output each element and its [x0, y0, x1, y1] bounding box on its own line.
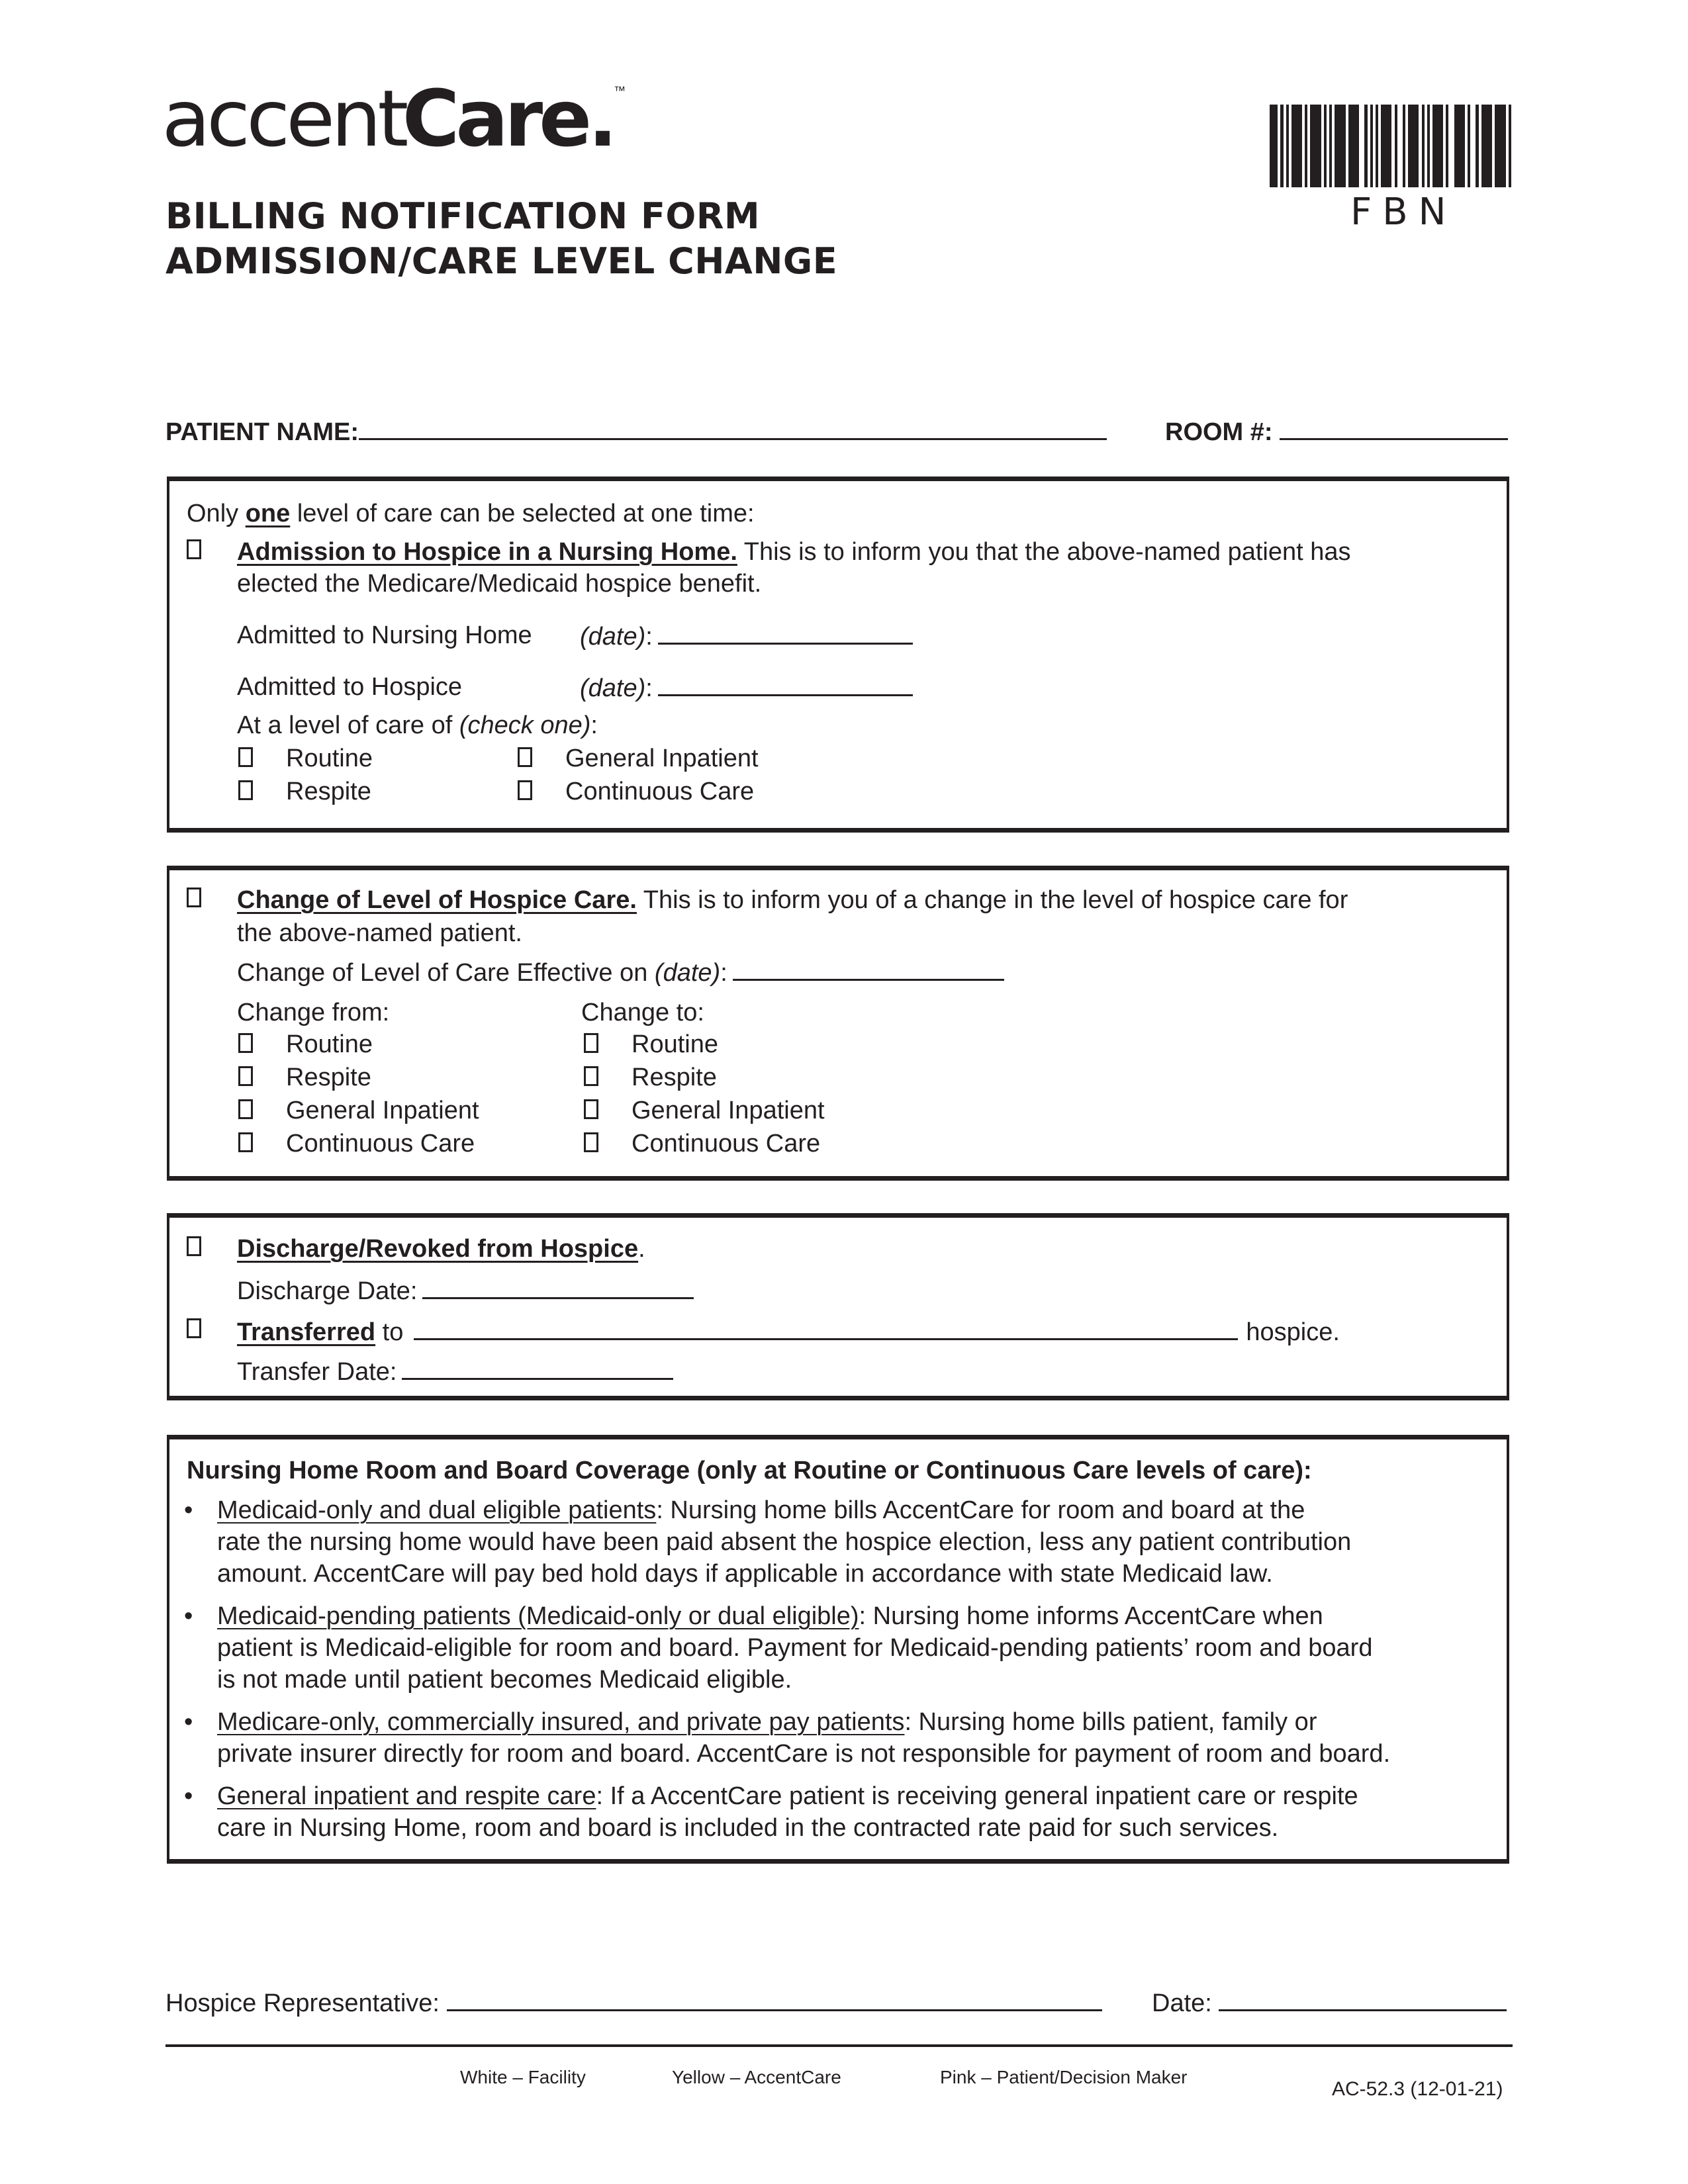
barcode-bar [1310, 105, 1321, 187]
hospice-date-field[interactable] [658, 674, 913, 696]
admission-routine-label: Routine [286, 745, 373, 772]
level-suffix: : [590, 711, 598, 739]
admission-continuous-care-label: Continuous Care [565, 778, 755, 805]
transferred-checkbox[interactable] [187, 1318, 201, 1338]
barcode-bar [1381, 105, 1391, 187]
transfer-date-label: Transfer Date: [237, 1358, 397, 1386]
from-routine-checkbox[interactable] [238, 1033, 253, 1053]
coverage-item-2-line-3: is not made until patient becomes Medicaid eligible. [217, 1666, 792, 1694]
discharge-date-field[interactable] [422, 1277, 694, 1299]
bullet-icon: • [184, 1782, 193, 1810]
coverage-item-4-text: : If a AccentCare patient is receiving general inpatient care or respite [596, 1782, 1358, 1810]
admission-section [167, 477, 1509, 833]
from-respite-checkbox[interactable] [238, 1066, 253, 1086]
barcode-bar [1470, 105, 1476, 187]
accentcare-logo [162, 73, 626, 164]
change-title: Change of Level of Hospice Care. [237, 886, 637, 914]
discharge-title-line [237, 1236, 645, 1261]
to-routine-label: Routine [632, 1030, 718, 1058]
barcode-text: FBN [1350, 191, 1457, 234]
footer-divider [165, 2044, 1513, 2047]
hospice-rep-label: Hospice Representative: [165, 1989, 440, 2017]
to-continuous-care-checkbox[interactable] [584, 1132, 598, 1152]
patient-info-row [165, 416, 1513, 447]
barcode-bar [1335, 105, 1345, 187]
barcode-bar [1359, 105, 1364, 187]
form-code: AC-52.3 (12-01-21) [1332, 2078, 1503, 2100]
trademark-mark: ™ [614, 84, 626, 97]
change-desc-2: the above-named patient. [237, 919, 522, 947]
discharge-date-label: Discharge Date: [237, 1277, 418, 1305]
level-emphasis: (check one) [459, 711, 591, 739]
signature-date-label: Date: [1152, 1989, 1212, 2017]
date-hint: (date) [580, 623, 646, 651]
bullet-icon: • [184, 1496, 193, 1524]
copy-yellow: Yellow – AccentCare [672, 2067, 841, 2087]
to-routine-checkbox[interactable] [584, 1033, 598, 1053]
to-general-inpatient-label: General Inpatient [632, 1097, 825, 1124]
transfer-hospice-field[interactable] [414, 1318, 1238, 1340]
period: . [638, 1235, 645, 1263]
colon: : [645, 623, 653, 651]
coverage-section [167, 1435, 1509, 1864]
effective-date-row [237, 959, 1004, 985]
barcode-bar [1454, 105, 1465, 187]
from-respite-label: Respite [286, 1064, 371, 1091]
coverage-item-1-text: : Nursing home bills AccentCare for room and board at the [656, 1496, 1305, 1524]
from-continuous-care-label: Continuous Care [286, 1130, 475, 1158]
admission-title: Admission to Hospice in a Nursing Home. [237, 538, 737, 566]
room-number-field[interactable] [1280, 416, 1508, 440]
coverage-item-2-line-1 [217, 1604, 1323, 1629]
coverage-item-2-label: Medicaid-pending patients (Medicaid-only or dual eligible) [217, 1602, 859, 1630]
from-routine-label: Routine [286, 1030, 373, 1058]
admitted-hospice-date-row [580, 674, 913, 701]
nursing-home-date-field[interactable] [658, 623, 913, 645]
copy-pink: Pink – Patient/Decision Maker [940, 2067, 1188, 2087]
change-to-label: Change to: [581, 999, 704, 1026]
change-title-line [237, 887, 1348, 913]
form-title: BILLING NOTIFICATION FORM [165, 195, 761, 237]
admission-general-inpatient-label: General Inpatient [565, 745, 759, 772]
discharge-title: Discharge/Revoked from Hospice [237, 1235, 639, 1263]
instruction-suffix: level of care can be selected at one time: [290, 500, 755, 527]
barcode-bar [1481, 105, 1492, 187]
room-number-label: ROOM #: [1165, 418, 1273, 446]
coverage-item-1-label: Medicaid-only and dual eligible patients [217, 1496, 657, 1524]
barcode-bar [1509, 105, 1511, 187]
level-prefix: At a level of care of [237, 711, 459, 739]
admission-title-line [237, 539, 1351, 565]
hospice-rep-field[interactable] [447, 1988, 1102, 2011]
coverage-item-1-line-2: rate the nursing home would have been paid absent the hospice election, less any patient contribution [217, 1528, 1352, 1556]
selection-instruction [187, 501, 755, 526]
admission-respite-checkbox[interactable] [238, 780, 253, 800]
admission-respite-label: Respite [286, 778, 371, 805]
logo-light-text: accent [162, 73, 405, 164]
barcode-bar [1397, 105, 1403, 187]
coverage-item-4-line-1 [217, 1784, 1358, 1809]
from-general-inpatient-checkbox[interactable] [238, 1099, 253, 1119]
to-continuous-care-label: Continuous Care [632, 1130, 821, 1158]
signature-row [165, 1988, 1513, 2018]
admitted-nursing-home-date-row [580, 623, 913, 649]
effective-date-field[interactable] [733, 959, 1004, 981]
level-of-care-prompt [237, 713, 598, 738]
to-respite-label: Respite [632, 1064, 717, 1091]
barcode-bar [1291, 105, 1302, 187]
coverage-item-4-label: General inpatient and respite care [217, 1782, 596, 1810]
logo-bold-text: Care. [402, 73, 614, 164]
transfer-row [237, 1318, 1340, 1345]
bullet-icon: • [184, 1602, 193, 1630]
coverage-item-2-line-2: patient is Medicaid-eligible for room and board. Payment for Medicaid-pending patients’ room and board [217, 1634, 1373, 1662]
discharge-checkbox[interactable] [187, 1236, 201, 1256]
coverage-item-1-line-1 [217, 1498, 1305, 1523]
change-level-checkbox[interactable] [187, 887, 201, 907]
instruction-emphasis: one [245, 500, 291, 527]
coverage-item-3-label: Medicare-only, commercially insured, and private pay patients [217, 1708, 905, 1736]
barcode-bar [1270, 105, 1278, 187]
coverage-heading: Nursing Home Room and Board Coverage (only at Routine or Continuous Care levels of care): [187, 1457, 1312, 1484]
signature-date-field[interactable] [1219, 1988, 1507, 2011]
change-from-label: Change from: [237, 999, 390, 1026]
coverage-item-3-text: : Nursing home bills patient, family or [904, 1708, 1317, 1736]
instruction-prefix: Only [187, 500, 246, 527]
coverage-item-2-text: : Nursing home informs AccentCare when [859, 1602, 1323, 1630]
barcode-bar [1348, 105, 1359, 187]
coverage-item-3-line-2: private insurer directly for room and board. AccentCare is not responsible for payment of room and board. [217, 1740, 1391, 1768]
barcode-bar [1432, 105, 1443, 187]
barcode-bar [1495, 105, 1505, 187]
effective-label: Change of Level of Care Effective on [237, 959, 655, 987]
change-desc-1: This is to inform you of a change in the level of hospice care for [636, 886, 1348, 914]
admission-continuous-care-checkbox[interactable] [518, 780, 532, 800]
transfer-date-row [237, 1358, 673, 1385]
date-hint: (date) [654, 959, 721, 987]
form-subtitle: ADMISSION/CARE LEVEL CHANGE [165, 240, 838, 282]
copy-white: White – Facility [460, 2067, 586, 2087]
admitted-hospice-label: Admitted to Hospice [237, 673, 463, 701]
from-continuous-care-checkbox[interactable] [238, 1132, 253, 1152]
colon: : [645, 674, 653, 702]
transfer-to-text: to [375, 1318, 404, 1346]
admission-desc-2: elected the Medicare/Medicaid hospice benefit. [237, 570, 762, 598]
admission-routine-checkbox[interactable] [238, 747, 253, 767]
coverage-item-4-line-2: care in Nursing Home, room and board is included in the contracted rate paid for such services. [217, 1814, 1279, 1842]
coverage-item-3-line-1 [217, 1709, 1317, 1735]
discharge-section [167, 1213, 1509, 1400]
transfer-date-field[interactable] [402, 1358, 673, 1380]
barcode-bar [1448, 105, 1454, 187]
from-general-inpatient-label: General Inpatient [286, 1097, 479, 1124]
bullet-icon: • [184, 1708, 193, 1736]
patient-name-label: PATIENT NAME: [165, 418, 359, 446]
colon: : [720, 959, 727, 987]
coverage-item-1-line-3: amount. AccentCare will pay bed hold days if applicable in accordance with state Medicaid law. [217, 1560, 1273, 1588]
admission-general-inpatient-checkbox[interactable] [518, 747, 532, 767]
change-level-section [167, 866, 1509, 1181]
admission-desc-1: This is to inform you that the above-named patient has [737, 538, 1351, 566]
discharge-date-row [237, 1277, 694, 1304]
admission-checkbox[interactable] [187, 539, 201, 559]
date-hint: (date) [580, 674, 646, 702]
to-respite-checkbox[interactable] [584, 1066, 598, 1086]
to-general-inpatient-checkbox[interactable] [584, 1099, 598, 1119]
transferred-title: Transferred [237, 1318, 376, 1346]
patient-name-field[interactable] [359, 416, 1107, 440]
transfer-suffix: hospice. [1246, 1318, 1340, 1346]
barcode-bar [1408, 105, 1419, 187]
admitted-nursing-home-label: Admitted to Nursing Home [237, 621, 532, 649]
barcode-icon [1270, 105, 1511, 187]
